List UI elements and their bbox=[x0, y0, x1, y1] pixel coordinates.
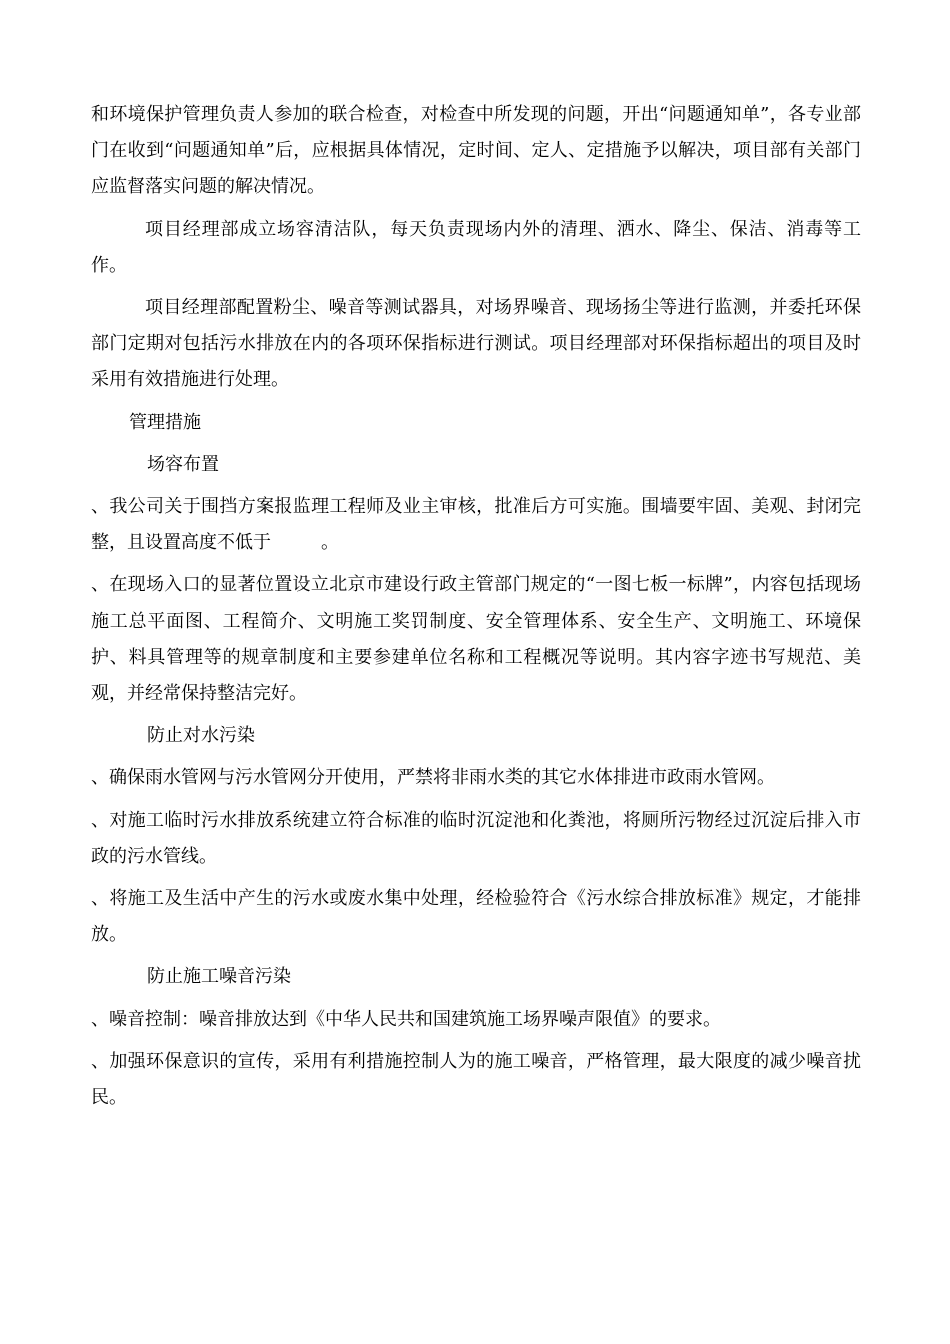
heading-site-layout: 场容布置 bbox=[147, 453, 219, 475]
list-item-awareness: 、加强环保意识的宣传，采用有利措施控制人为的施工噪音，严格管理，最大限度的减少噪音扰民。 bbox=[91, 1050, 861, 1109]
paragraph-monitoring: 项目经理部配置粉尘、噪音等测试器具，对场界噪音、现场扬尘等进行监测，并委托环保部门定期对包括污水排放在内的各项环保指标进行测试。项目经理部对环保指标超出的项目及时采用有效措施进行处理。 bbox=[91, 297, 861, 391]
heading-water-pollution: 防止对水污染 bbox=[147, 725, 255, 747]
list-item-enclosure-end: 。 bbox=[321, 532, 339, 554]
heading-management-measures: 管理措施 bbox=[129, 411, 201, 433]
heading-noise-pollution: 防止施工噪音污染 bbox=[147, 966, 291, 988]
list-item-enclosure-text: 、我公司关于围挡方案报监理工程师及业主审核，批准后方可实施。围墙要牢固、美观、封闭完整，且设置高度不低于 bbox=[91, 496, 861, 554]
list-item-signboards: 、在现场入口的显著位置设立北京市建设行政主管部门规定的“一图七板一标牌”，内容包括现场施工总平面图、工程简介、文明施工奖罚制度、安全管理体系、安全生产、文明施工、环境保护、料具管理等的规章制度和主要参建单位名称和工程概况等说明。其内容字迹书写规范、美观，并经常保持整洁完好。 bbox=[91, 574, 861, 705]
list-item-enclosure bbox=[91, 489, 861, 561]
list-item-pipe-separation: 、确保雨水管网与污水管网分开使用，严禁将非雨水类的其它水体排进市政雨水管网。 bbox=[91, 767, 775, 789]
list-item-wastewater: 、将施工及生活中产生的污水或废水集中处理，经检验符合《污水综合排放标准》规定，才能排放。 bbox=[91, 888, 861, 946]
document-body bbox=[91, 97, 861, 1116]
list-item-noise-control: 、噪音控制：噪音排放达到《中华人民共和国建筑施工场界噪声限值》的要求。 bbox=[91, 1008, 721, 1030]
paragraph-cleaning-team: 项目经理部成立场容清洁队，每天负责现场内外的清理、洒水、降尘、保洁、消毒等工作。 bbox=[91, 218, 861, 276]
list-item-sedimentation: 、对施工临时污水排放系统建立符合标准的临时沉淀池和化粪池，将厕所污物经过沉淀后排入市政的污水管线。 bbox=[91, 809, 861, 867]
paragraph-joint-inspection: 和环境保护管理负责人参加的联合检查，对检查中所发现的问题，开出“问题通知单”，各专业部门在收到“问题通知单”后，应根据具体情况，定时间、定人、定措施予以解决，项目部有关部门应监督落实问题的解决情况。 bbox=[91, 104, 861, 198]
